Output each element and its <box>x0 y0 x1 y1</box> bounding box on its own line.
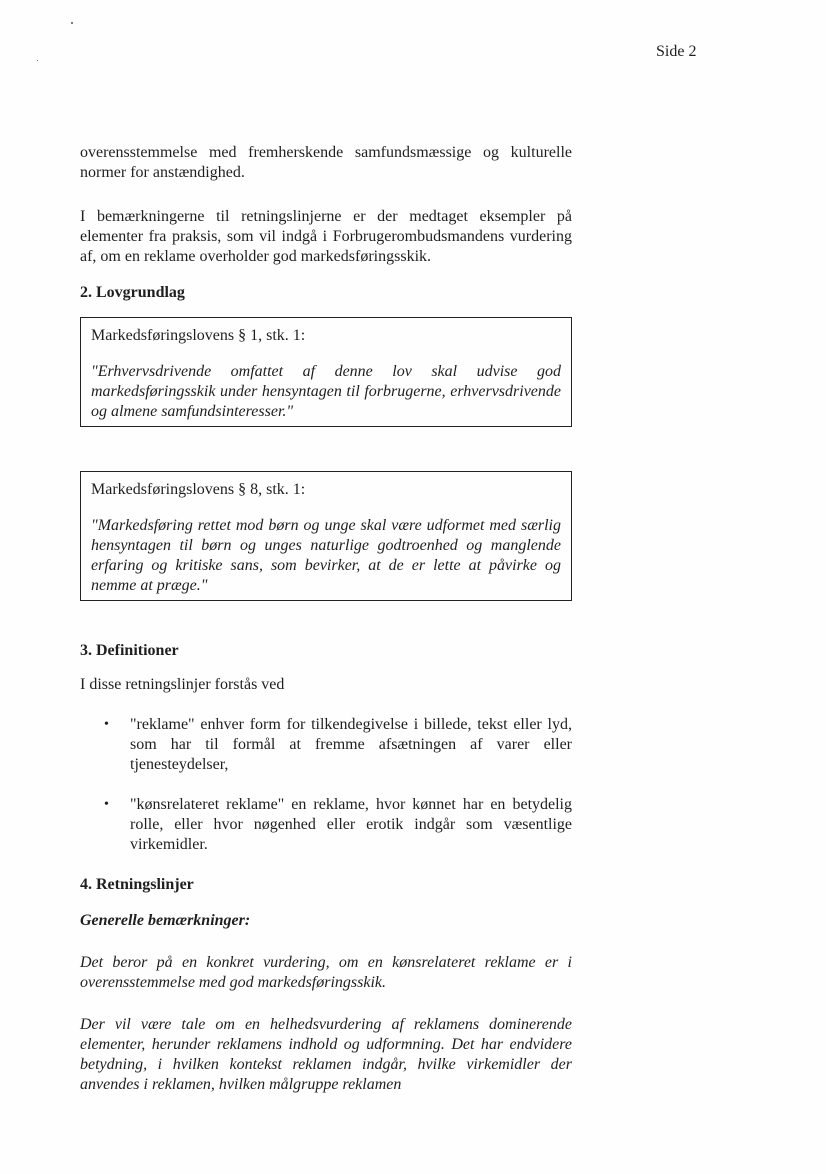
subheading: Generelle bemærkninger: <box>80 912 251 929</box>
definition-text: "kønsrelateret reklame" en reklame, hvor kønnet har en betydelig rolle, eller hvor nøgenhed eller erotik indgår som væsentlige virkemidler. <box>130 796 572 853</box>
section-heading: 4. Retningslinjer <box>80 876 194 893</box>
law-box-title: Markedsføringslovens § 8, stk. 1: <box>91 481 306 498</box>
list-item <box>80 715 572 775</box>
section-heading: 3. Definitioner <box>80 642 179 659</box>
definition-text: "reklame" enhver form for tilkendegivelse i billede, tekst eller lyd, som har til formål at fremme afsætningen af varer eller tjenesteydelser, <box>130 716 572 773</box>
intro-continuation: overensstemmelse med fremherskende samfundsmæssige og kulturelle normer for anstændighed. <box>80 144 572 181</box>
list-item <box>80 795 572 855</box>
scan-speck <box>37 60 38 61</box>
section-guidelines <box>80 875 572 1095</box>
guideline-paragraph: Der vil være tale om en helhedsvurdering af reklamens dominerende elementer, herunder reklamens indhold og udformning. Det har endvidere betydning, i hvilken kontekst reklamen indgår, hvilke virkemidler der anvendes i reklamen, hvilken målgruppe reklamen <box>80 1016 572 1093</box>
section-definitions <box>80 641 572 855</box>
law-box <box>80 317 572 427</box>
section-heading: 2. Lovgrundlag <box>80 284 185 301</box>
definitions-intro: I disse retningslinjer forstås ved <box>80 676 285 693</box>
bullet-icon: • <box>104 797 109 812</box>
law-box-title: Markedsføringslovens § 1, stk. 1: <box>91 327 306 344</box>
page-number: Side 2 <box>656 43 697 60</box>
bullet-icon: • <box>104 717 109 732</box>
guideline-paragraph: Det beror på en konkret vurdering, om en kønsrelateret reklame er i overensstemmelse med god markedsføringsskik. <box>80 954 572 991</box>
definitions-list <box>80 715 572 855</box>
law-box <box>80 471 572 601</box>
scan-speck <box>71 22 73 24</box>
law-box-quote: "Markedsføring rettet mod børn og unge skal være udformet med særlig hensyntagen til børn og unges naturlige godtroenhed og manglende erfaring og kritiske sans, som bevirker, at de er lette at påvirke og nemme at præge." <box>91 517 561 594</box>
law-box-quote: "Erhvervsdrivende omfattet af denne lov skal udvise god markedsføringsskik under hensyntagen til forbrugerne, erhvervsdrivende og almene samfundsinteresser." <box>91 363 561 420</box>
intro-remarks: I bemærkningerne til retningslinjerne er der medtaget eksempler på elementer fra praksis, som vil indgå i Forbrugerombudsmandens vurdering af, om en reklame overholder god markedsføringsskik. <box>80 208 572 265</box>
document-body <box>80 143 572 1117</box>
section-legal-basis <box>80 283 572 601</box>
